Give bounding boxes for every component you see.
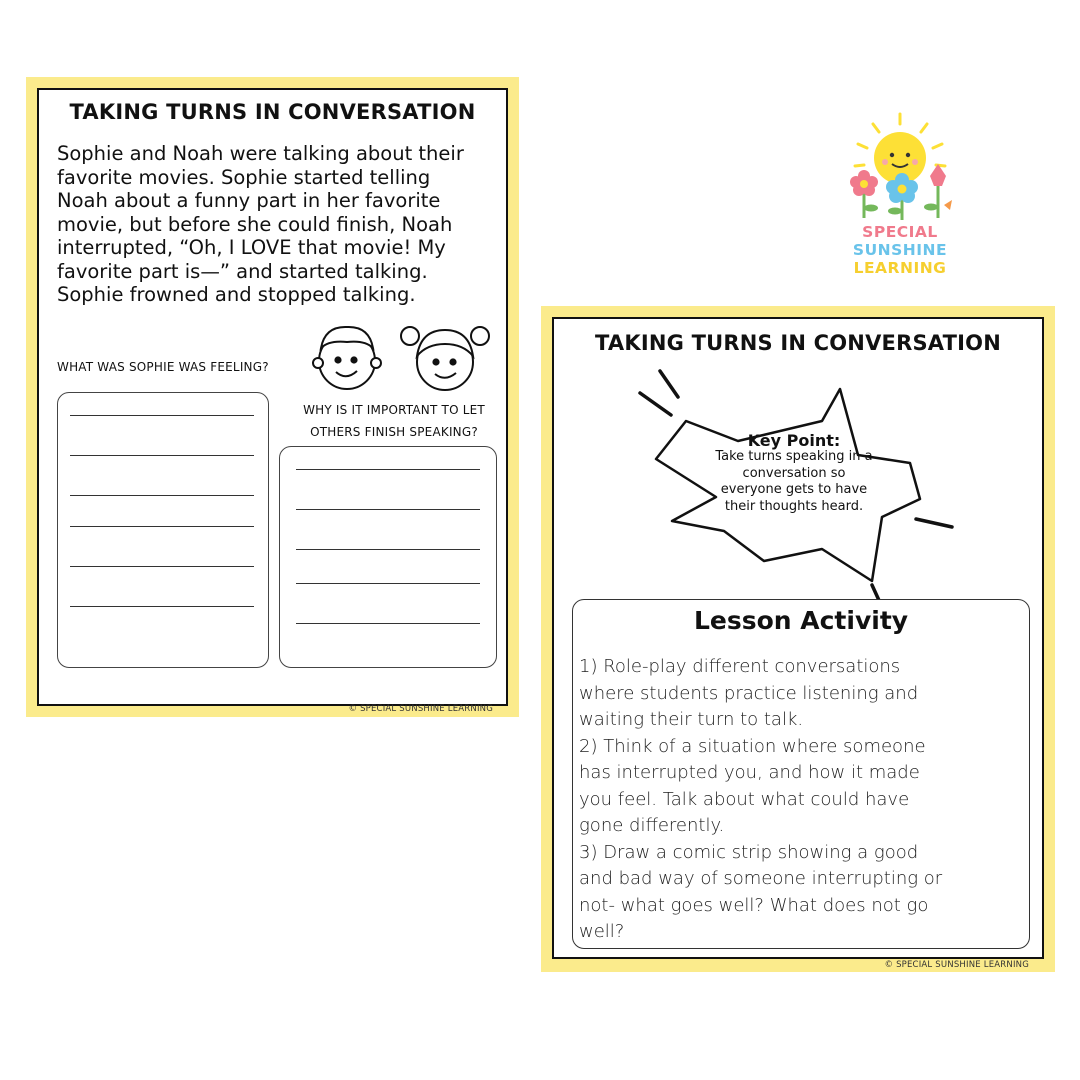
question-importance-line2: OTHERS FINISH SPEAKING? (310, 425, 478, 439)
writing-line (296, 469, 480, 470)
lesson-copyright: © SPECIAL SUNSHINE LEARNING (884, 960, 1029, 970)
logo-text-sunshine: SUNSHINE (852, 241, 948, 259)
worksheet-title: TAKING TURNS IN CONVERSATION (69, 100, 476, 124)
activity-line: well? (579, 921, 625, 942)
key-point-line-2: conversation so (742, 465, 846, 481)
answer-box-importance[interactable] (279, 446, 497, 668)
lesson-sheet (552, 317, 1044, 959)
kids-faces-illustration (295, 318, 495, 398)
lesson-activity-heading: Lesson Activity (693, 606, 909, 635)
key-point-heading: Key Point: (747, 431, 841, 450)
answer-box-feeling[interactable] (57, 392, 269, 668)
activity-line: where students practice listening and (579, 682, 919, 704)
key-point-line-1: Take turns speaking in a (715, 449, 873, 464)
writing-line (70, 566, 254, 567)
activity-line: you feel. Talk about what could have (579, 788, 910, 810)
worksheet-card (26, 77, 519, 717)
writing-line (296, 549, 480, 550)
story-text: Sophie and Noah were talking about their favorite movies. Sophie started telling Noah about a funny part in her favorite movie, but before she could finish, Noah interrupted, “Oh, I LOVE that movie! My favorite part is—” and started talking. Sophie frowned and stopped talking. (57, 142, 464, 306)
worksheet-copyright: © SPECIAL SUNSHINE LEARNING (348, 704, 493, 714)
activity-line: 3) Draw a comic strip showing a good (579, 841, 919, 863)
writing-line (296, 623, 480, 624)
key-point-line-3: everyone gets to have (720, 482, 868, 497)
question-importance-line1: WHY IS IT IMPORTANT TO LET (303, 403, 485, 417)
activity-line: and bad way of someone interrupting or (579, 868, 943, 889)
question-feeling: WHAT WAS SOPHIE WAS FEELING? (57, 360, 269, 374)
writing-line (70, 455, 254, 456)
activity-line: gone differently. (579, 815, 725, 836)
writing-line (70, 606, 254, 607)
brand-logo (840, 110, 960, 280)
logo-text-special: SPECIAL (862, 223, 938, 241)
writing-line (296, 583, 480, 584)
activity-line: has interrupted you, and how it made (579, 762, 920, 783)
activity-line: waiting their turn to talk. (579, 709, 804, 730)
sun-flowers-icon (840, 110, 960, 225)
activity-line: 2) Think of a situation where someone (579, 735, 926, 757)
logo-text-learning: LEARNING (853, 259, 947, 277)
writing-line (296, 509, 480, 510)
activity-line: 1) Role-play different conversations (579, 656, 901, 677)
writing-line (70, 495, 254, 496)
activity-line: not- what goes well? What does not go (579, 894, 929, 916)
writing-line (70, 415, 254, 416)
lesson-title: TAKING TURNS IN CONVERSATION (595, 331, 1001, 355)
writing-line (70, 526, 254, 527)
boy-face-icon (313, 327, 381, 389)
lesson-activity-box (572, 599, 1030, 949)
key-point-line-4: their thoughts heard. (724, 498, 864, 514)
girl-face-icon (401, 327, 489, 390)
worksheet-sheet (37, 88, 508, 706)
lesson-card (541, 306, 1055, 972)
